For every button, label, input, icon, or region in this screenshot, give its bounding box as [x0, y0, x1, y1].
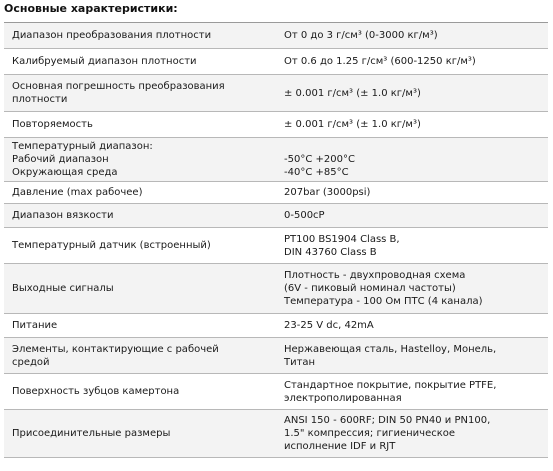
spec-label-line: Присоединительные размеры: [12, 428, 171, 439]
spec-label-line: Рабочий диапазон: [12, 154, 109, 165]
spec-row-viscosity: [4, 204, 548, 228]
spec-value: [274, 138, 548, 182]
spec-row-wetted-materials: [4, 338, 548, 374]
spec-value-line: ANSI 150 - 600RF; DIN 50 PN40 и PN100,: [284, 415, 491, 426]
spec-row-output-signals: [4, 264, 548, 314]
spec-value-line: Плотность - двухпроводная схема: [284, 270, 466, 281]
spec-value-line: -40°С +85°С: [284, 167, 349, 178]
spec-value: [274, 410, 548, 458]
spec-value-line: 1.5" компрессия; гигиеническое: [284, 428, 456, 439]
spec-label: [4, 204, 274, 228]
spec-label: [4, 374, 274, 410]
spec-value-line: Температура - 100 Ом ПТС (4 канала): [284, 296, 483, 307]
spec-value: [274, 374, 548, 410]
spec-label-line: Питание: [12, 320, 58, 331]
spec-label: [4, 49, 274, 75]
spec-value: [274, 314, 548, 338]
spec-label-line: Элементы, контактирующие с рабочей: [12, 343, 219, 355]
spec-value-line: ± 0.001 г/см³ (± 1.0 кг/м³): [284, 87, 421, 99]
spec-value-line: (6V - пиковый номинал частоты): [284, 283, 456, 294]
spec-value-line: Титан: [284, 356, 316, 368]
spec-value-line: [284, 140, 548, 153]
spec-value-line: исполнение IDF и RJT: [284, 441, 396, 452]
spec-row-pressure: [4, 182, 548, 204]
spec-label: [4, 75, 274, 112]
spec-row-power: [4, 314, 548, 338]
spec-label-line: средой: [12, 356, 50, 368]
spec-value-line: -50°С +200°С: [284, 154, 355, 165]
spec-value: [274, 264, 548, 314]
spec-row-calibrated-range: [4, 49, 548, 75]
spec-value: [274, 23, 548, 49]
spec-label-line: Температурный диапазон:: [12, 141, 153, 152]
spec-value-line: DIN 43760 Class B: [284, 246, 377, 258]
spec-label-line: Выходные сигналы: [12, 283, 114, 294]
spec-label-line: Температурный датчик (встроенный): [12, 240, 211, 251]
spec-value-line: От 0 до 3 г/см³ (0-3000 кг/м³): [284, 30, 438, 41]
spec-value-line: Нержавеющая сталь, Hastelloy, Монель,: [284, 343, 497, 355]
spec-label: [4, 112, 274, 138]
spec-label-line: Повторяемость: [12, 119, 93, 130]
spec-value-line: Стандартное покрытие, покрытие PTFE,: [284, 379, 497, 391]
spec-label-line: плотности: [12, 94, 68, 105]
spec-row-density-range: [4, 23, 548, 49]
spec-value-line: PT100 BS1904 Class B,: [284, 233, 400, 245]
spec-value-line: ± 0.001 г/см³ (± 1.0 кг/м³): [284, 119, 421, 130]
spec-label-line: Диапазон вязкости: [12, 210, 114, 221]
spec-row-repeatability: [4, 112, 548, 138]
spec-row-tine-surface: [4, 374, 548, 410]
spec-value-line: 0-500сР: [284, 210, 325, 221]
spec-value: [274, 228, 548, 264]
spec-row-connection-sizes: [4, 410, 548, 458]
spec-label: [4, 410, 274, 458]
spec-label: [4, 338, 274, 374]
spec-value-line: От 0.6 до 1.25 г/см³ (600-1250 кг/м³): [284, 56, 476, 67]
page-heading: Основные характеристики:: [4, 2, 178, 15]
spec-label: [4, 23, 274, 49]
spec-label: [4, 314, 274, 338]
spec-label-line: Диапазон преобразования плотности: [12, 30, 212, 41]
spec-label-line: Давление (max рабочее): [12, 187, 143, 198]
spec-value-line: 23-25 V dc, 42mA: [284, 320, 374, 331]
spec-row-accuracy: [4, 75, 548, 112]
spec-label-line: Калибруемый диапазон плотности: [12, 56, 197, 67]
spec-value: [274, 75, 548, 112]
spec-label: [4, 182, 274, 204]
specifications-table: [4, 22, 548, 458]
spec-label: [4, 228, 274, 264]
spec-label-line: Основная погрешность преобразования: [12, 81, 225, 92]
spec-row-temperature-range: [4, 138, 548, 182]
spec-label-line: Окружающая среда: [12, 167, 118, 178]
spec-label: [4, 138, 274, 182]
spec-value: [274, 112, 548, 138]
spec-label-line: Поверхность зубцов камертона: [12, 386, 180, 397]
spec-value: [274, 49, 548, 75]
spec-value: [274, 204, 548, 228]
spec-label: [4, 264, 274, 314]
spec-row-temperature-sensor: [4, 228, 548, 264]
spec-value: [274, 338, 548, 374]
spec-value-line: 207bar (3000psi): [284, 187, 371, 198]
spec-value-line: электрополированная: [284, 392, 402, 404]
spec-value: [274, 182, 548, 204]
